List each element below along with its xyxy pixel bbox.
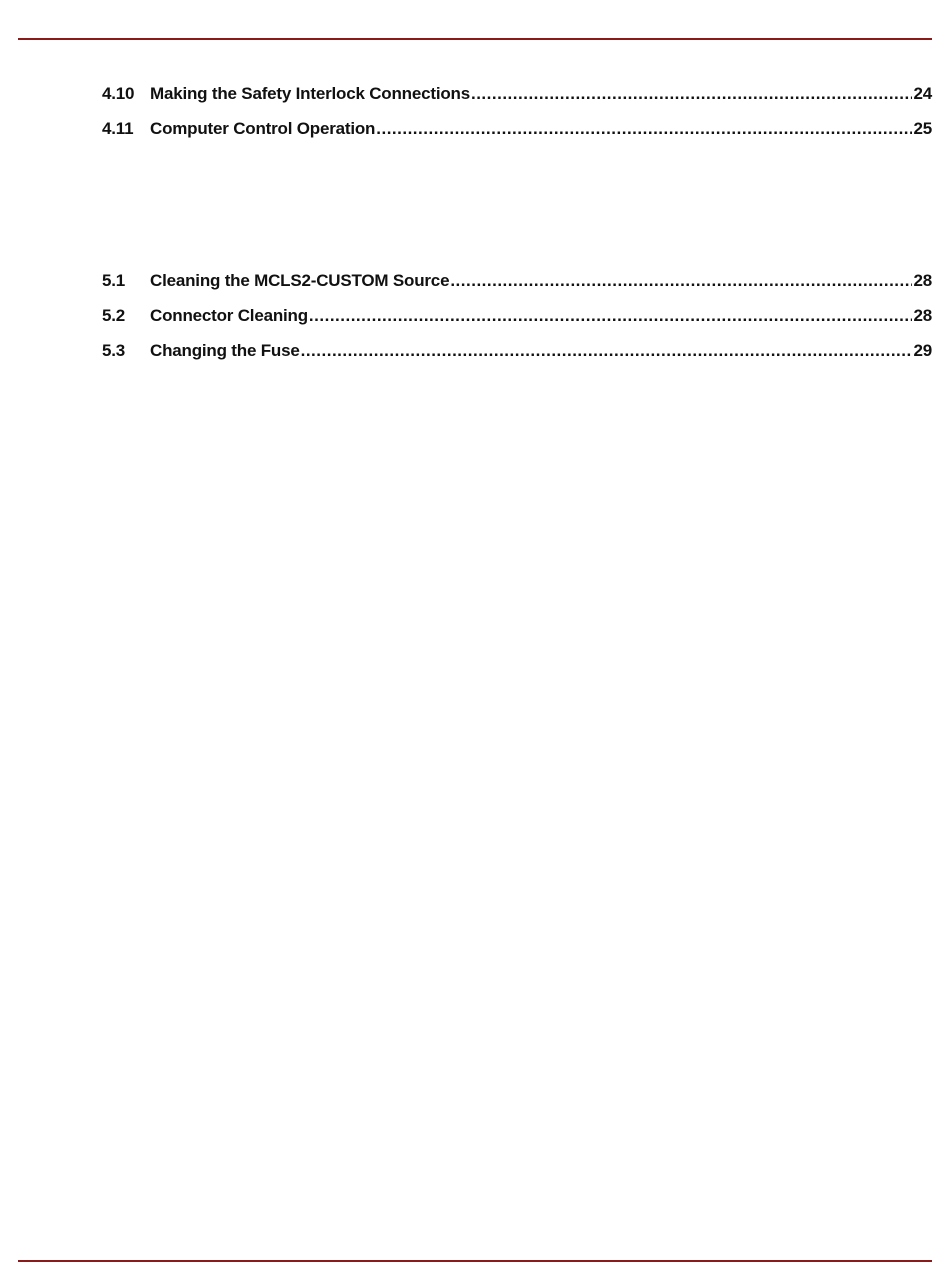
toc-dot-leader	[450, 271, 912, 291]
header-rule	[18, 38, 932, 40]
toc-entry-title: Changing the Fuse	[150, 341, 300, 360]
toc-entry-number: 5.1	[102, 271, 126, 290]
toc-entry-page: 29	[913, 341, 932, 360]
toc-entry-title: Making the Safety Interlock Connections	[150, 84, 470, 103]
toc-entry-number: 4.11	[102, 119, 134, 138]
toc-entry[interactable]	[102, 119, 932, 154]
toc-entry-page: 24	[913, 84, 932, 103]
toc-dot-leader	[301, 341, 913, 361]
toc-entry[interactable]	[102, 84, 932, 119]
toc-dot-leader	[376, 119, 912, 139]
toc-entry-number: 4.10	[102, 84, 135, 103]
toc-entry-page: 28	[913, 306, 932, 325]
toc-entry[interactable]	[102, 271, 932, 306]
toc-entry-page: 25	[913, 119, 932, 138]
toc-dot-leader	[471, 84, 913, 104]
toc-entry-title: Computer Control Operation	[150, 119, 376, 138]
toc-entry-title: Connector Cleaning	[150, 306, 308, 325]
toc-section-4	[102, 84, 932, 154]
toc-entry-title: Cleaning the MCLS2-CUSTOM Source	[150, 271, 450, 290]
toc-entry[interactable]	[102, 341, 932, 376]
toc-section-5	[102, 271, 932, 376]
toc-entry[interactable]	[102, 306, 932, 341]
toc-dot-leader	[309, 306, 913, 326]
toc-entry-number: 5.2	[102, 306, 126, 325]
toc-entry-page: 28	[913, 271, 932, 290]
footer-rule	[18, 1260, 932, 1262]
toc-entry-number: 5.3	[102, 341, 126, 360]
